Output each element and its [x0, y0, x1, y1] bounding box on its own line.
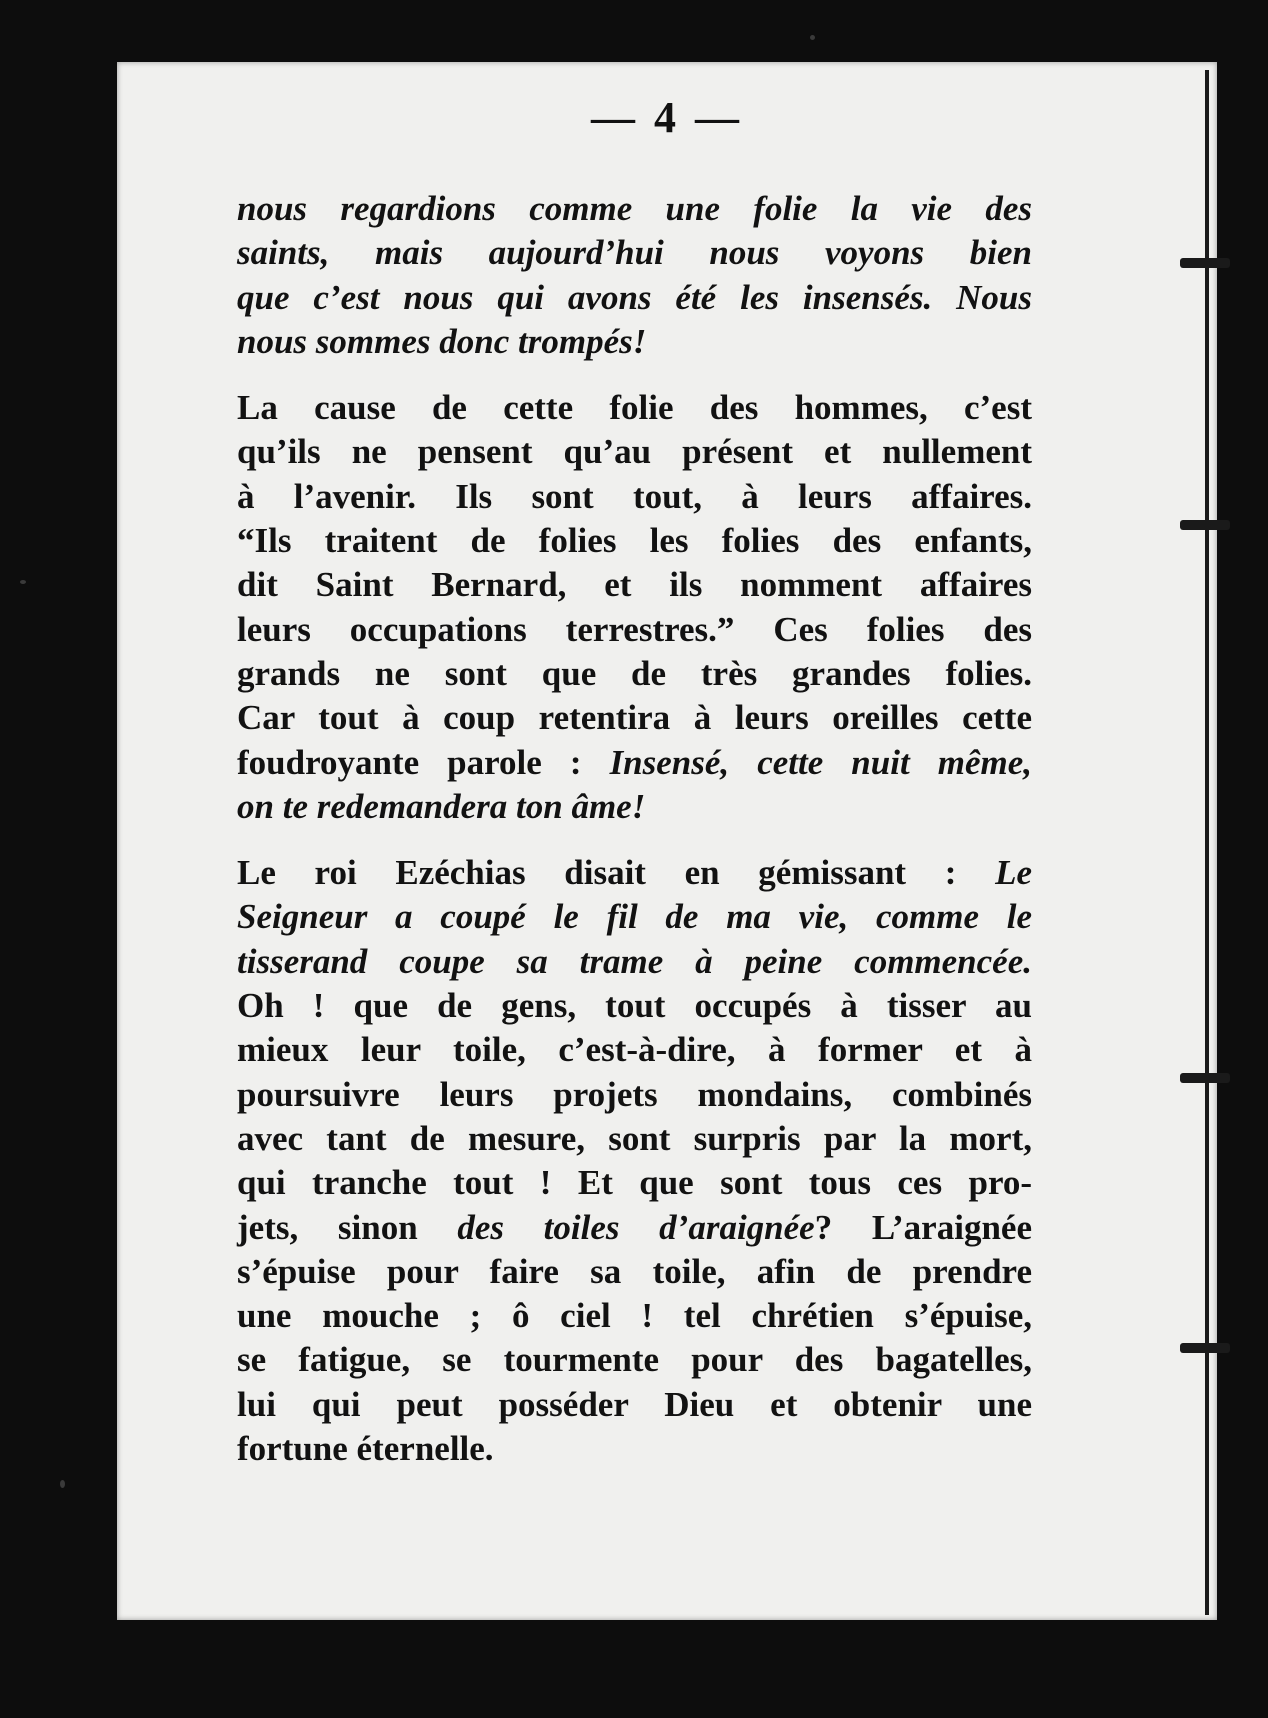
text-line: [237, 1161, 1032, 1205]
paragraph-gap: [237, 829, 1032, 851]
binding-stitch: [1180, 520, 1230, 530]
text-run: à l’avenir. Ils sont tout, à leurs affaires.: [237, 476, 1032, 516]
text-run: fortune éternelle.: [237, 1429, 494, 1469]
italic-text-run: des toiles d’araignée: [457, 1207, 815, 1247]
italic-text-run: Insensé, cette nuit même,: [609, 742, 1032, 782]
text-run: jets, sinon: [237, 1207, 458, 1247]
italic-text-run: que c’est nous qui avons été les insensés. Nous: [237, 277, 1032, 317]
italic-text-run: Le: [995, 853, 1032, 893]
text-run: Le roi Ezéchias disait en gémissant :: [237, 853, 996, 893]
page-number: — 4 —: [591, 93, 743, 142]
text-line: [237, 895, 1032, 939]
italic-text-run: nous sommes donc trompés!: [237, 321, 647, 361]
text-line: [237, 652, 1032, 696]
text-line: [237, 430, 1032, 474]
text-line: [237, 851, 1032, 895]
text-run: ? L’araignée: [814, 1207, 1032, 1247]
text-run: leurs occupations terrestres.” Ces folies des: [237, 609, 1032, 649]
scan-speck: [20, 580, 26, 584]
text-line: [237, 785, 1032, 829]
text-run: dit Saint Bernard, et ils nomment affaires: [237, 565, 1032, 605]
binding-stitch: [1180, 258, 1230, 268]
text-line: [237, 475, 1032, 519]
text-line: [237, 187, 1032, 231]
text-run: foudroyante parole :: [237, 742, 610, 782]
text-run: mieux leur toile, c’est-à-dire, à former et à: [237, 1030, 1032, 1070]
text-line: [237, 741, 1032, 785]
text-line: [237, 984, 1032, 1028]
text-line: [237, 1206, 1032, 1250]
text-run: une mouche ; ô ciel ! tel chrétien s’épuise,: [237, 1296, 1032, 1336]
text-line: [237, 696, 1032, 740]
text-run: poursuivre leurs projets mondains, combinés: [237, 1074, 1032, 1114]
text-run: grands ne sont que de très grandes folies.: [237, 653, 1032, 693]
italic-text-run: on te redemandera ton âme!: [237, 786, 646, 826]
text-run: Car tout à coup retentira à leurs oreilles cette: [237, 698, 1032, 738]
text-line: [237, 1250, 1032, 1294]
text-run: La cause de cette folie des hommes, c’est: [237, 388, 1032, 428]
text-line: [237, 940, 1032, 984]
text-line: [237, 231, 1032, 275]
paragraph: [237, 187, 1032, 364]
text-run: s’épuise pour faire sa toile, afin de prendre: [237, 1251, 1032, 1291]
text-line: [237, 1073, 1032, 1117]
book-page: [117, 62, 1217, 1620]
paragraph: [237, 386, 1032, 829]
italic-text-run: Seigneur a coupé le fil de ma vie, comme le: [237, 897, 1032, 937]
text-line: [237, 1294, 1032, 1338]
text-run: avec tant de mesure, sont surpris par la mort,: [237, 1118, 1032, 1158]
scan-speck: [810, 35, 815, 40]
text-line: [237, 386, 1032, 430]
paragraph: [237, 851, 1032, 1471]
text-line: [237, 1427, 1032, 1471]
text-line: [237, 276, 1032, 320]
text-line: [237, 1028, 1032, 1072]
paragraph-gap: [237, 364, 1032, 386]
binding-stitch: [1180, 1343, 1230, 1353]
text-line: [237, 1383, 1032, 1427]
text-line: [237, 563, 1032, 607]
italic-text-run: tisserand coupe sa trame à peine commencée.: [237, 941, 1032, 981]
text-run: qui tranche tout ! Et que sont tous ces pro-: [237, 1163, 1032, 1203]
binding-stitch: [1180, 1073, 1230, 1083]
text-line: [237, 1117, 1032, 1161]
page-body-text: [237, 187, 1032, 1471]
text-run: “Ils traitent de folies les folies des enfants,: [237, 521, 1032, 561]
scan-speck: [60, 1480, 65, 1488]
text-line: [237, 519, 1032, 563]
page-edge-shadow: [1205, 70, 1209, 1615]
text-run: Oh ! que de gens, tout occupés à tisser au: [237, 986, 1032, 1026]
text-line: [237, 608, 1032, 652]
italic-text-run: nous regardions comme une folie la vie des: [237, 189, 1032, 228]
text-run: qu’ils ne pensent qu’au présent et nullement: [237, 432, 1032, 472]
italic-text-run: saints, mais aujourd’hui nous voyons bien: [237, 233, 1032, 273]
text-run: lui qui peut posséder Dieu et obtenir une: [237, 1384, 1032, 1424]
text-line: [237, 1338, 1032, 1382]
text-line: [237, 320, 1032, 364]
text-run: se fatigue, se tourmente pour des bagatelles,: [237, 1340, 1032, 1380]
